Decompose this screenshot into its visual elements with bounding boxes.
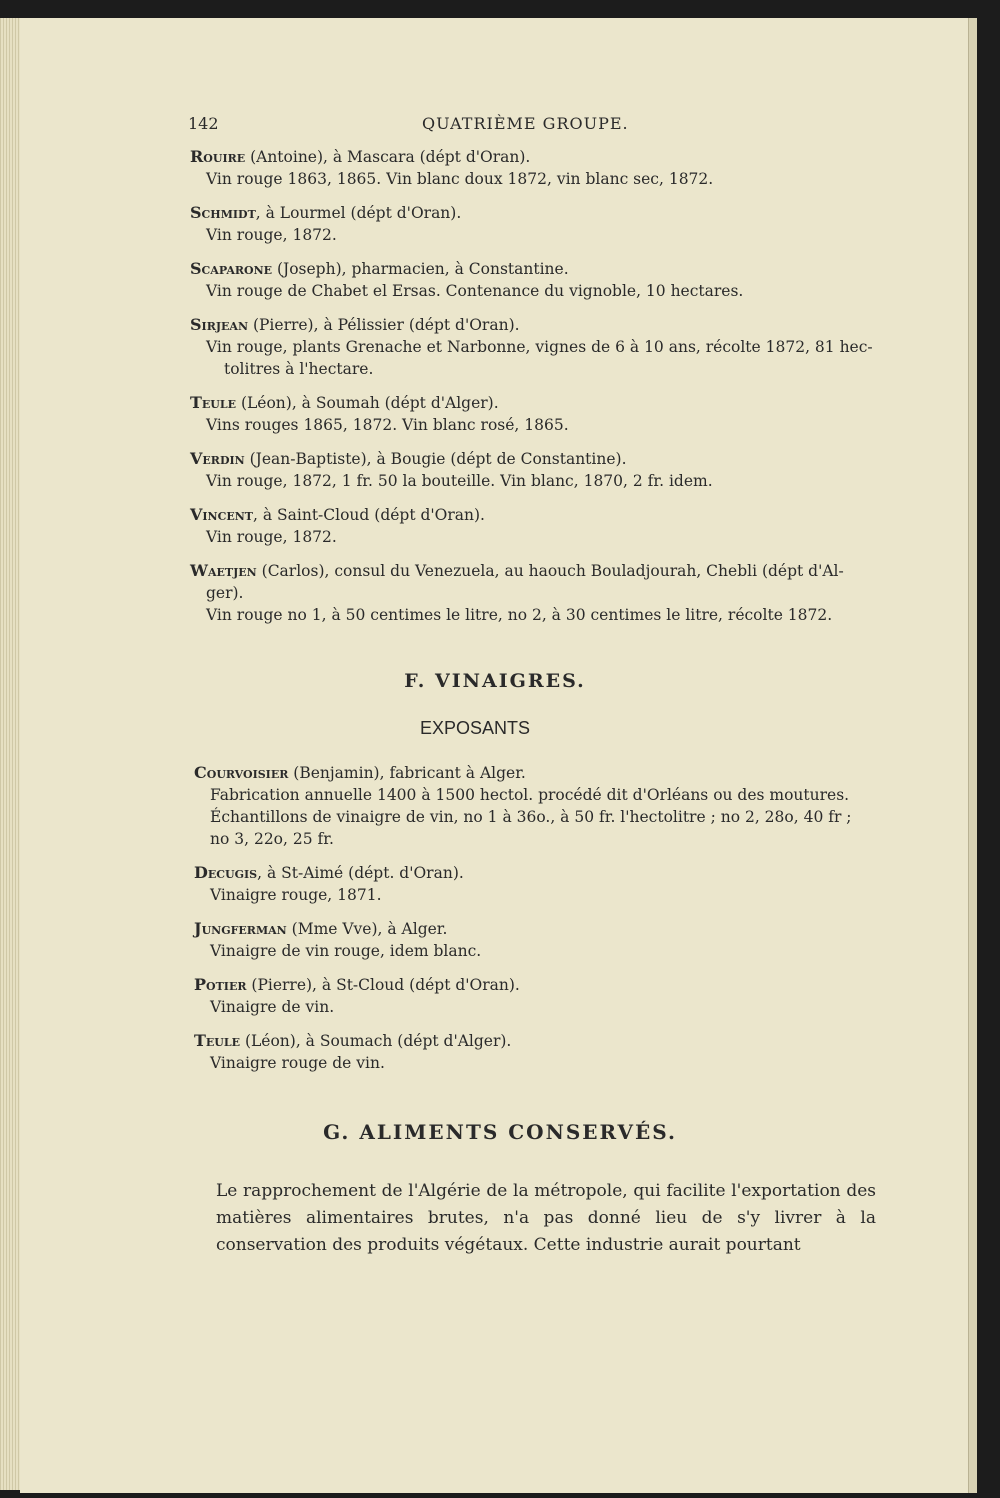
exhibitor-name: Vincent	[190, 505, 253, 524]
entry-description: Vinaigre rouge de vin.	[210, 1054, 385, 1072]
entry-description: tolitres à l'hectare.	[224, 360, 374, 378]
entry-description: Vinaigre de vin.	[210, 998, 335, 1016]
book-page	[20, 18, 970, 1493]
section-title-vinaigres: F. VINAIGRES.	[404, 670, 586, 692]
exhibitor-details: (Léon), à Soumach (dépt d'Alger).	[240, 1032, 512, 1050]
section-paragraph: Le rapprochement de l'Algérie de la métropole, qui facilite l'exportation des matières alimentaires brutes, n'a pas donné lieu de s'y livrer à la conservation des produits végétaux. Cette industrie aurait pourtant	[216, 1181, 876, 1255]
exhibitor-name: Schmidt	[190, 203, 256, 222]
list-item	[194, 974, 520, 1018]
exhibitor-details: (Pierre), à Pélissier (dépt d'Oran).	[248, 316, 520, 334]
entry-description: Vin rouge 1863, 1865. Vin blanc doux 1872, vin blanc sec, 1872.	[206, 170, 714, 188]
entry-description: no 3, 22o, 25 fr.	[210, 830, 334, 848]
list-item	[190, 504, 485, 548]
list-item	[194, 918, 481, 962]
entry-description: Vin rouge, plants Grenache et Narbonne, vignes de 6 à 10 ans, récolte 1872, 81 hec-	[206, 338, 873, 356]
entry-description: Vins rouges 1865, 1872. Vin blanc rosé, 1865.	[206, 416, 569, 434]
exhibitor-details: (Joseph), pharmacien, à Constantine.	[272, 260, 569, 278]
exhibitor-name: Sirjean	[190, 315, 249, 334]
list-item	[194, 762, 852, 850]
exhibitor-name: Potier	[194, 975, 247, 994]
list-item	[194, 862, 464, 906]
exhibitor-name: Rouire	[190, 147, 246, 166]
list-item	[194, 1030, 511, 1074]
entry-description: Vin rouge de Chabet el Ersas. Contenance du vignoble, 10 hectares.	[206, 282, 744, 300]
exhibitor-details: , à Lourmel (dépt d'Oran).	[255, 204, 462, 222]
list-item	[190, 448, 713, 492]
entry-description: Vin rouge, 1872.	[206, 528, 337, 546]
list-item	[190, 314, 873, 380]
entry-description: ger).	[206, 584, 244, 602]
page-number: 142	[188, 114, 219, 133]
list-item	[190, 202, 461, 246]
entry-description: Vin rouge, 1872, 1 fr. 50 la bouteille. Vin blanc, 1870, 2 fr. idem.	[206, 472, 713, 490]
entry-description: Vinaigre rouge, 1871.	[210, 886, 382, 904]
section-title-aliments: G. ALIMENTS CONSERVÉS.	[323, 1120, 677, 1144]
exhibitor-details: (Mme Vve), à Alger.	[286, 920, 448, 938]
exhibitor-details: (Antoine), à Mascara (dépt d'Oran).	[245, 148, 531, 166]
page-content	[20, 18, 970, 1493]
exhibitor-name: Teule	[194, 1031, 241, 1050]
list-item	[190, 146, 713, 190]
book-spine	[0, 18, 22, 1490]
list-item	[190, 258, 743, 302]
exhibitor-name: Verdin	[190, 449, 245, 468]
exhibitor-name: Teule	[190, 393, 237, 412]
exhibitor-details: (Jean-Baptiste), à Bougie (dépt de Constantine).	[244, 450, 627, 468]
exhibitor-details: (Carlos), consul du Venezuela, au haouch Bouladjourah, Chebli (dépt d'Al-	[256, 562, 844, 580]
exhibitor-details: , à Saint-Cloud (dépt d'Oran).	[253, 506, 485, 524]
entry-description: Échantillons de vinaigre de vin, no 1 à 36o., à 50 fr. l'hectolitre ; no 2, 28o, 40 fr ;	[210, 808, 852, 826]
entry-description: Fabrication annuelle 1400 à 1500 hectol. procédé dit d'Orléans ou des moutures.	[210, 786, 850, 804]
exhibitor-name: Waetjen	[190, 561, 257, 580]
list-item	[190, 560, 844, 626]
exhibitor-name: Decugis	[194, 863, 258, 882]
entry-description: Vin rouge no 1, à 50 centimes le litre, no 2, à 30 centimes le litre, récolte 1872.	[206, 606, 833, 624]
entry-description: Vin rouge, 1872.	[206, 226, 337, 244]
exhibitor-details: (Benjamin), fabricant à Alger.	[288, 764, 526, 782]
section-subtitle-exposants: EXPOSANTS	[419, 718, 531, 738]
running-title: QUATRIÈME GROUPE.	[422, 114, 629, 133]
exhibitor-details: (Pierre), à St-Cloud (dépt d'Oran).	[246, 976, 520, 994]
page-edge	[968, 18, 977, 1493]
entry-description: Vinaigre de vin rouge, idem blanc.	[210, 942, 482, 960]
list-item	[190, 392, 569, 436]
exhibitor-details: (Léon), à Soumah (dépt d'Alger).	[236, 394, 499, 412]
exhibitor-name: Courvoisier	[194, 763, 289, 782]
exhibitor-details: , à St-Aimé (dépt. d'Oran).	[257, 864, 464, 882]
exhibitor-name: Jungferman	[194, 919, 287, 938]
exhibitor-name: Scaparone	[190, 259, 273, 278]
